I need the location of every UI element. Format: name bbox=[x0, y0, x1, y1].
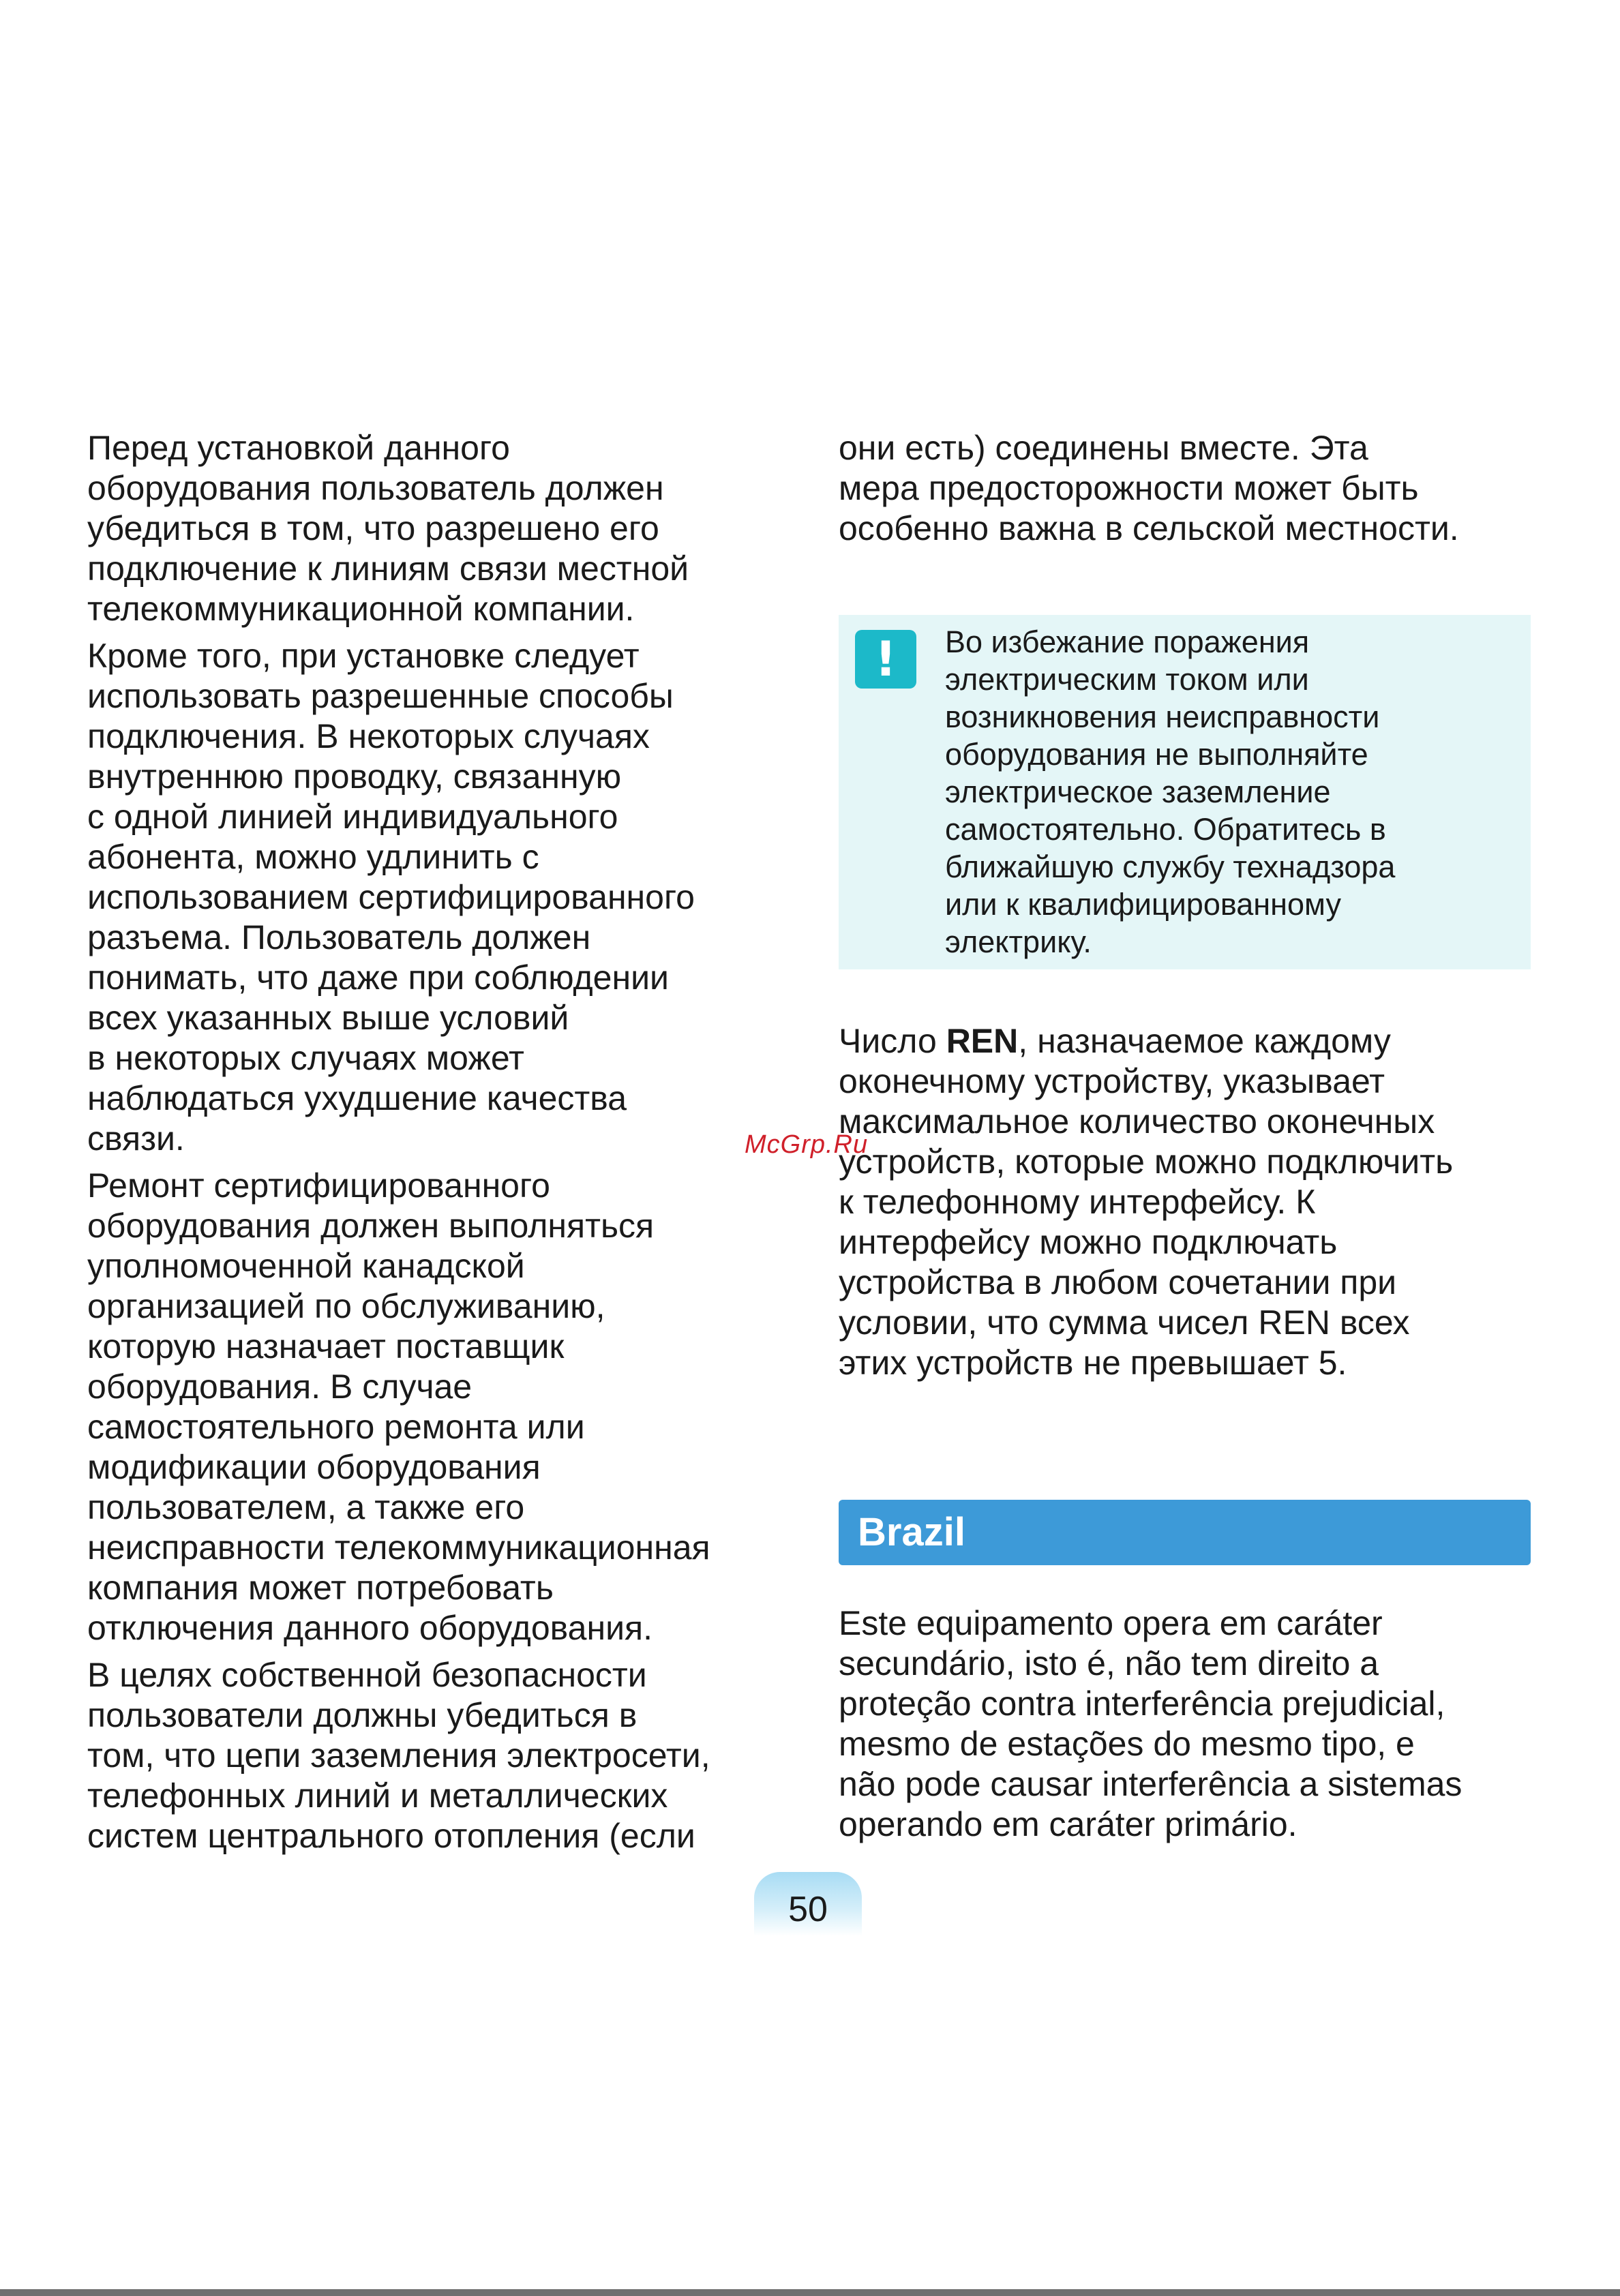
warning-box bbox=[839, 615, 1531, 969]
right-column bbox=[839, 428, 1531, 549]
section-title: Brazil bbox=[858, 1510, 965, 1554]
page-number: 50 bbox=[754, 1872, 862, 1936]
paragraph-grounding-continuation: они есть) соединены вместе. Эта мера предосторожности может быть особенно важна в сельской местности. bbox=[839, 429, 1459, 547]
paragraph-connection-methods: Кроме того, при установке следует использовать разрешенные способы подключения. В некоторых случаях внутреннюю проводку, связанную с одной линией индивидуального абонента, можно удлинить с использованием сертифицированного разъема. Пользователь должен понимать, что даже при соблюдении всех указанных выше условий в некоторых случаях может наблюдаться ухудшение качества связи. bbox=[87, 637, 695, 1158]
exclamation-icon: ! bbox=[855, 630, 916, 689]
ren-paragraph bbox=[839, 1021, 1531, 1383]
left-column bbox=[87, 428, 803, 1856]
paragraph-repair: Ремонт сертифицированного оборудования должен выполняться уполномоченной канадской организацией по обслуживанию, которую назначает поставщик оборудования. В случае самостоятельного ремонта или модификации оборудования пользователем, а также его неисправности телекоммуникационная компания может потребовать отключения данного оборудования. bbox=[87, 1166, 710, 1647]
warning-text: Во избежание поражения электрическим током или возникновения неисправности оборудования не выполняйте электрическое заземление самостоятельно. Обратитесь в ближайшую службу технадзора или к квалифицированному электрику. bbox=[945, 624, 1396, 959]
ren-text-after: , назначаемое каждому оконечному устройству, указывает максимальное количество оконечных устройств, которые можно подключить к телефонному интерфейсу. К интерфейсу можно подключать устройства в любом сочетании при условии, что сумма чисел REN всех этих устройств не превышает 5. bbox=[839, 1022, 1454, 1382]
bottom-divider bbox=[0, 2289, 1620, 2296]
paragraph-installation-permission: Перед установкой данного оборудования пользователь должен убедиться в том, что разрешено его подключение к линиям связи местной телекоммуникационной компании. bbox=[87, 429, 689, 628]
section-header-brazil bbox=[839, 1500, 1531, 1565]
ren-bold-term: REN bbox=[946, 1022, 1019, 1060]
paragraph-grounding-safety: В целях собственной безопасности пользователи должны убедиться в том, что цепи заземления электросети, телефонных линий и металлических систем центрального отопления (если bbox=[87, 1656, 710, 1855]
paragraph-brazil: Este equipamento opera em caráter secundário, isto é, não tem direito a proteção contra interferência prejudicial, mesmo de estações do mesmo tipo, e não pode causar interferência a sistemas operando em caráter primário. bbox=[839, 1604, 1462, 1843]
ren-text-before: Число bbox=[839, 1022, 946, 1060]
watermark: McGrp.Ru bbox=[745, 1130, 869, 1159]
